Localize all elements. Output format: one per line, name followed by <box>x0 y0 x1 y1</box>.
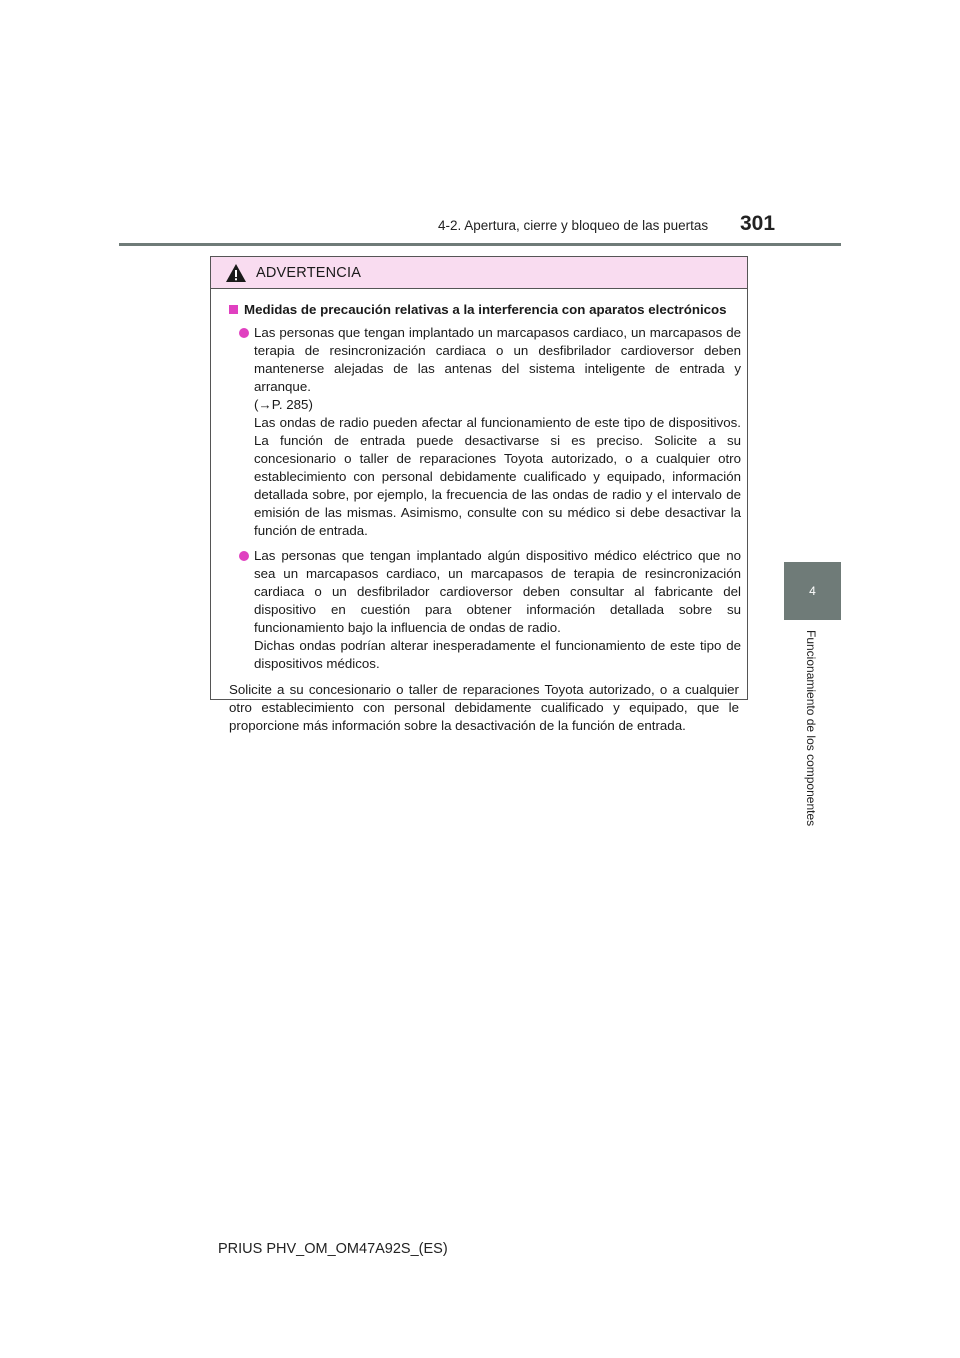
section-heading-text: Medidas de precaución relativas a la interferencia con aparatos electrónicos <box>244 302 727 317</box>
warning-box <box>210 256 748 733</box>
list-item <box>229 547 741 673</box>
list-item-text <box>254 547 741 673</box>
warning-triangle-icon <box>225 263 247 283</box>
circle-bullet-icon <box>239 328 249 338</box>
square-bullet-icon <box>229 305 238 314</box>
paragraph: Las ondas de radio pueden afectar al funcionamiento de este tipo de dispositivos. La función de entrada puede desactivarse si es preciso. Solicite a su concesionario o taller de reparaciones Toyota autorizado, o a cualquier otro establecimiento con personal debidamente cualificado y equipado, información detallada sobre, por ejemplo, la frecuencia de las ondas de radio y el intervalo de emisión de las mismas. Asimismo, consulte con su médico si debe desactivar la función de entrada. <box>254 415 741 538</box>
chapter-number: 4 <box>809 584 816 598</box>
list-item-text <box>254 324 741 540</box>
document-code: PRIUS PHV_OM_OM47A92S_(ES) <box>218 1241 448 1257</box>
closing-paragraph: Solicite a su concesionario o taller de reparaciones Toyota autorizado, o a cualquier otro establecimiento con personal debidamente cualificado y equipado, que le proporcione más información sobre la desactivación de la función de entrada. <box>229 682 739 733</box>
circle-bullet-icon <box>239 551 249 561</box>
section-heading <box>229 301 741 319</box>
page-reference[interactable]: (→P. 285) <box>254 397 313 412</box>
paragraph: Dichas ondas podrían alterar inesperadamente el funcionamiento de este tipo de dispositivos médicos. <box>254 638 741 671</box>
list-item <box>229 324 741 540</box>
paragraph: Las personas que tengan implantado algún dispositivo médico eléctrico que no sea un marcapasos cardiaco, un marcapasos de terapia de resincronización cardiaca o un desfibrilador cardioversor deben consultar al fabricante del dispositivo en cuestión para obtener información detallada sobre su funcionamiento bajo la influencia de ondas de radio. <box>254 548 741 635</box>
page-number: 301 <box>740 212 776 235</box>
warning-header <box>211 257 747 289</box>
warning-title: ADVERTENCIA <box>256 264 362 281</box>
warning-body <box>211 289 747 735</box>
paragraph: Las personas que tengan implantado un marcapasos cardiaco, un marcapasos de terapia de resincronización cardiaca o un desfibrilador cardioversor deben mantenerse alejadas de las antenas del sistema inteligente de entrada y arranque. <box>254 325 741 394</box>
chapter-title: Funcionamiento de los componentes <box>804 630 818 827</box>
header-section-title: 4-2. Apertura, cierre y bloqueo de las puertas <box>438 218 709 233</box>
chapter-tab[interactable] <box>784 562 841 620</box>
header-rule <box>119 243 841 246</box>
